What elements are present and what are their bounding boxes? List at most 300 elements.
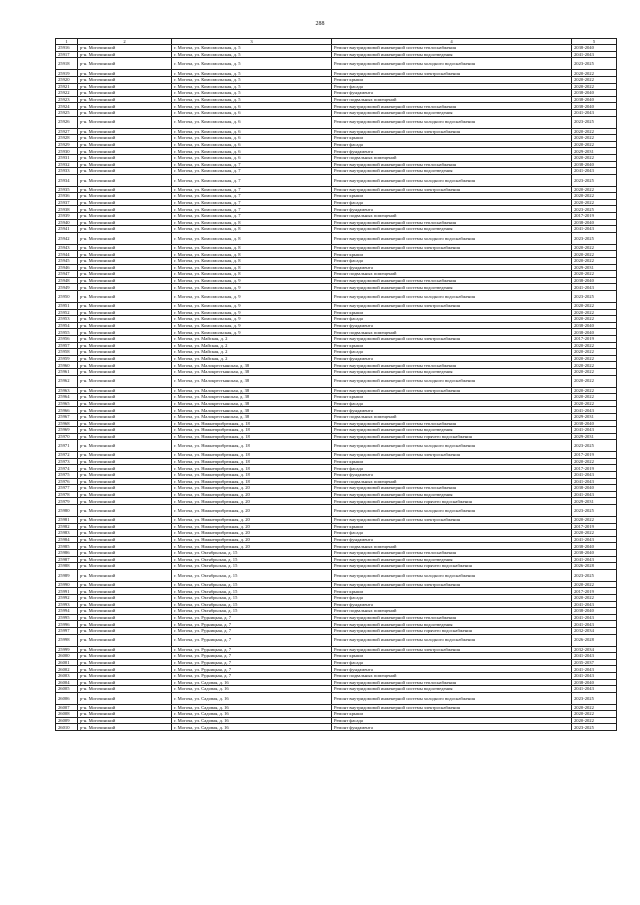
table-row	[56, 76, 617, 83]
cell-district: р-н. Могочинский	[78, 465, 172, 472]
cell-period: 2023-2025	[572, 440, 617, 452]
cell-address: г. Могоча, ул. Комсомольская, д. 8	[172, 258, 332, 265]
cell-work-type: Ремонт внутридомовой инженерной системы водоотведения	[332, 686, 572, 693]
cell-address: г. Могоча, ул. Малокрестьянская, д. 38	[172, 394, 332, 401]
cell-district: р-н. Могочинский	[78, 58, 172, 70]
table-row	[56, 103, 617, 110]
cell-id: 25976	[56, 478, 78, 485]
cell-period: 2023-2025	[572, 724, 617, 731]
cell-work-type: Ремонт фундамента	[332, 322, 572, 329]
cell-work-type: Ремонт фасада	[332, 199, 572, 206]
cell-period: 2041-2043	[572, 407, 617, 414]
cell-id: 25975	[56, 472, 78, 479]
table-row	[56, 83, 617, 90]
cell-id: 25966	[56, 407, 78, 414]
cell-id: 25938	[56, 206, 78, 213]
cell-work-type: Ремонт внутридомовой инженерной системы холодного водоснабжения	[332, 174, 572, 186]
cell-work-type: Ремонт фасада	[332, 530, 572, 537]
cell-work-type: Ремонт подвальных помещений	[332, 96, 572, 103]
cell-period: 2023-2025	[572, 116, 617, 128]
cell-period: 2020-2022	[572, 717, 617, 724]
cell-period: 2041-2043	[572, 536, 617, 543]
cell-address: г. Могоча, ул. Садовая, д. 16	[172, 711, 332, 718]
cell-address: г. Могоча, ул. Садовая, д. 16	[172, 704, 332, 711]
cell-work-type: Ремонт крыши	[332, 588, 572, 595]
cell-id: 25991	[56, 588, 78, 595]
cell-district: р-н. Могочинский	[78, 174, 172, 186]
cell-period: 2020-2022	[572, 387, 617, 394]
table-row	[56, 226, 617, 233]
cell-id: 25986	[56, 550, 78, 557]
cell-id: 25954	[56, 322, 78, 329]
cell-work-type: Ремонт внутридомовой инженерной системы водоотведения	[332, 368, 572, 375]
cell-work-type: Ремонт внутридомовой инженерной системы электроснабжения	[332, 70, 572, 77]
cell-address: г. Могоча, ул. Комсомольская, д. 8	[172, 264, 332, 271]
cell-period: 2038-2040	[572, 219, 617, 226]
cell-work-type: Ремонт фундамента	[332, 90, 572, 97]
table-row	[56, 478, 617, 485]
cell-id: 25985	[56, 543, 78, 550]
cell-address: г. Могоча, ул. Нижнеприбрежная, д. 18	[172, 458, 332, 465]
cell-id: 26006	[56, 692, 78, 704]
cell-district: р-н. Могочинский	[78, 505, 172, 517]
cell-work-type: Ремонт подвальных помещений	[332, 413, 572, 420]
table-body	[56, 45, 617, 731]
cell-district: р-н. Могочинский	[78, 148, 172, 155]
cell-period: 2020-2022	[572, 258, 617, 265]
cell-id: 25920	[56, 76, 78, 83]
cell-address: г. Могоча, ул. Нижнеприбрежная, д. 20	[172, 517, 332, 524]
column-header: 5	[572, 39, 617, 45]
cell-district: р-н. Могочинский	[78, 634, 172, 646]
cell-id: 25917	[56, 51, 78, 58]
cell-period: 2017-2019	[572, 335, 617, 342]
cell-district: р-н. Могочинский	[78, 452, 172, 459]
table-row	[56, 128, 617, 135]
cell-id: 25936	[56, 193, 78, 200]
cell-id: 25980	[56, 505, 78, 517]
cell-id: 25993	[56, 601, 78, 608]
cell-work-type: Ремонт внутридомовой инженерной системы электроснабжения	[332, 452, 572, 459]
cell-period: 2029-2031	[572, 148, 617, 155]
cell-work-type: Ремонт внутридомовой инженерной системы горячего водоснабжения	[332, 563, 572, 570]
cell-address: г. Могоча, ул. Комсомольская, д. 8	[172, 271, 332, 278]
cell-period: 2038-2040	[572, 90, 617, 97]
cell-work-type: Ремонт фасада	[332, 717, 572, 724]
cell-district: р-н. Могочинский	[78, 427, 172, 434]
cell-id: 25982	[56, 523, 78, 530]
cell-district: р-н. Могочинский	[78, 309, 172, 316]
table-row	[56, 704, 617, 711]
column-header: 1	[56, 39, 78, 45]
cell-address: г. Могоча, ул. Комсомольская, д. 6	[172, 103, 332, 110]
cell-id: 25997	[56, 627, 78, 634]
table-row	[56, 309, 617, 316]
cell-work-type: Ремонт подвальных помещений	[332, 672, 572, 679]
cell-address: г. Могоча, ул. Нижнеприбрежная, д. 20	[172, 523, 332, 530]
cell-id: 25942	[56, 232, 78, 244]
cell-work-type: Ремонт подвальных помещений	[332, 213, 572, 220]
cell-district: р-н. Могочинский	[78, 316, 172, 323]
cell-district: р-н. Могочинский	[78, 83, 172, 90]
cell-district: р-н. Могочинский	[78, 251, 172, 258]
cell-district: р-н. Могочинский	[78, 608, 172, 615]
cell-work-type: Ремонт внутридомовой инженерной системы теплоснабжения	[332, 45, 572, 52]
cell-work-type: Ремонт внутридомовой инженерной системы теплоснабжения	[332, 550, 572, 557]
cell-address: г. Могоча, ул. Комсомольская, д. 9	[172, 303, 332, 310]
cell-district: р-н. Могочинский	[78, 161, 172, 168]
cell-district: р-н. Могочинский	[78, 472, 172, 479]
cell-period: 2020-2022	[572, 581, 617, 588]
cell-work-type: Ремонт внутридомовой инженерной системы теплоснабжения	[332, 277, 572, 284]
cell-period: 2038-2040	[572, 103, 617, 110]
cell-work-type: Ремонт крыши	[332, 76, 572, 83]
cell-work-type: Ремонт крыши	[332, 251, 572, 258]
cell-id: 25969	[56, 427, 78, 434]
cell-district: р-н. Могочинский	[78, 342, 172, 349]
cell-district: р-н. Могочинский	[78, 109, 172, 116]
cell-id: 25990	[56, 581, 78, 588]
cell-period: 2020-2022	[572, 394, 617, 401]
table-row	[56, 394, 617, 401]
cell-address: г. Могоча, ул. Садовая, д. 16	[172, 717, 332, 724]
table-row	[56, 186, 617, 193]
repair-schedule-table	[55, 38, 617, 731]
cell-address: г. Могоча, ул. Комсомольская, д. 5	[172, 58, 332, 70]
cell-work-type: Ремонт крыши	[332, 342, 572, 349]
cell-id: 25916	[56, 45, 78, 52]
cell-id: 25958	[56, 349, 78, 356]
cell-period: 2023-2025	[572, 291, 617, 303]
cell-period: 2038-2040	[572, 679, 617, 686]
cell-address: г. Могоча, ул. Нижнеприбрежная, д. 20	[172, 498, 332, 505]
cell-id: 25965	[56, 400, 78, 407]
cell-work-type: Ремонт фундамента	[332, 148, 572, 155]
cell-address: г. Могоча, ул. Комсомольская, д. 6	[172, 128, 332, 135]
cell-address: г. Могоча, ул. Комсомольская, д. 6	[172, 148, 332, 155]
cell-work-type: Ремонт внутридомовой инженерной системы электроснабжения	[332, 387, 572, 394]
cell-id: 25950	[56, 291, 78, 303]
cell-district: р-н. Могочинский	[78, 244, 172, 251]
cell-period: 2038-2040	[572, 277, 617, 284]
cell-work-type: Ремонт внутридомовой инженерной системы водоотведения	[332, 491, 572, 498]
table-row	[56, 458, 617, 465]
cell-district: р-н. Могочинский	[78, 536, 172, 543]
cell-period: 2038-2040	[572, 543, 617, 550]
table-row	[56, 517, 617, 524]
cell-id: 25952	[56, 309, 78, 316]
table-row	[56, 109, 617, 116]
cell-district: р-н. Могочинский	[78, 458, 172, 465]
table-row	[56, 362, 617, 369]
cell-period: 2020-2022	[572, 594, 617, 601]
cell-id: 25940	[56, 219, 78, 226]
cell-period: 2041-2043	[572, 666, 617, 673]
cell-work-type: Ремонт внутридомовой инженерной системы электроснабжения	[332, 186, 572, 193]
cell-period: 2020-2022	[572, 70, 617, 77]
table-row	[56, 679, 617, 686]
cell-period: 2020-2022	[572, 186, 617, 193]
cell-period: 2017-2019	[572, 588, 617, 595]
cell-address: г. Могоча, ул. Рудницкая, д. 7	[172, 672, 332, 679]
cell-period: 2038-2040	[572, 161, 617, 168]
cell-address: г. Могоча, ул. Октябрьская, д. 15	[172, 601, 332, 608]
cell-period: 2020-2022	[572, 517, 617, 524]
cell-work-type: Ремонт внутридомовой инженерной системы водоотведения	[332, 284, 572, 291]
table-row	[56, 686, 617, 693]
table-row	[56, 45, 617, 52]
cell-district: р-н. Могочинский	[78, 116, 172, 128]
table-row	[56, 569, 617, 581]
cell-work-type: Ремонт внутридомовой инженерной системы водоотведения	[332, 109, 572, 116]
cell-work-type: Ремонт внутридомовой инженерной системы холодного водоснабжения	[332, 291, 572, 303]
cell-id: 25999	[56, 646, 78, 653]
cell-work-type: Ремонт внутридомовой инженерной системы водоотведения	[332, 51, 572, 58]
cell-id: 25956	[56, 335, 78, 342]
cell-id: 25931	[56, 154, 78, 161]
cell-district: р-н. Могочинский	[78, 96, 172, 103]
table-row	[56, 135, 617, 142]
cell-address: г. Могоча, ул. Малокрестьянская, д. 38	[172, 387, 332, 394]
cell-work-type: Ремонт крыши	[332, 711, 572, 718]
table-row	[56, 355, 617, 362]
cell-work-type: Ремонт внутридомовой инженерной системы водоотведения	[332, 168, 572, 175]
cell-work-type: Ремонт внутридомовой инженерной системы холодного водоснабжения	[332, 232, 572, 244]
cell-id: 25994	[56, 608, 78, 615]
cell-period: 2020-2022	[572, 303, 617, 310]
cell-address: г. Могоча, ул. Рудницкая, д. 7	[172, 621, 332, 628]
table-row	[56, 505, 617, 517]
cell-address: г. Могоча, ул. Рудницкая, д. 7	[172, 646, 332, 653]
cell-period: 2038-2040	[572, 329, 617, 336]
cell-period: 2020-2022	[572, 128, 617, 135]
table-row	[56, 433, 617, 440]
cell-address: г. Могоча, ул. Октябрьская, д. 15	[172, 608, 332, 615]
cell-address: г. Могоча, ул. Октябрьская, д. 15	[172, 569, 332, 581]
cell-id: 25960	[56, 362, 78, 369]
cell-address: г. Могоча, ул. Комсомольская, д. 9	[172, 277, 332, 284]
table-row	[56, 342, 617, 349]
cell-district: р-н. Могочинский	[78, 440, 172, 452]
table-row	[56, 563, 617, 570]
cell-id: 25992	[56, 594, 78, 601]
cell-id: 25937	[56, 199, 78, 206]
cell-period: 2020-2022	[572, 316, 617, 323]
cell-period: 2023-2025	[572, 232, 617, 244]
cell-id: 25959	[56, 355, 78, 362]
cell-work-type: Ремонт внутридомовой инженерной системы холодного водоснабжения	[332, 505, 572, 517]
cell-district: р-н. Могочинский	[78, 284, 172, 291]
cell-address: г. Могоча, ул. Нижнеприбрежная, д. 20	[172, 491, 332, 498]
table-row	[56, 692, 617, 704]
cell-period: 2029-2031	[572, 433, 617, 440]
cell-district: р-н. Могочинский	[78, 232, 172, 244]
cell-period: 2041-2043	[572, 109, 617, 116]
cell-district: р-н. Могочинский	[78, 550, 172, 557]
cell-id: 25977	[56, 485, 78, 492]
table-row	[56, 666, 617, 673]
table-row	[56, 420, 617, 427]
table-row	[56, 148, 617, 155]
cell-address: г. Могоча, ул. Комсомольская, д. 6	[172, 135, 332, 142]
cell-id: 25974	[56, 465, 78, 472]
cell-work-type: Ремонт фасада	[332, 659, 572, 666]
table-row	[56, 284, 617, 291]
cell-address: г. Могоча, ул. Майская, д. 2	[172, 355, 332, 362]
cell-work-type: Ремонт подвальных помещений	[332, 154, 572, 161]
cell-id: 25928	[56, 135, 78, 142]
cell-work-type: Ремонт внутридомовой инженерной системы холодного водоснабжения	[332, 440, 572, 452]
cell-id: 25973	[56, 458, 78, 465]
cell-id: 26003	[56, 672, 78, 679]
cell-work-type: Ремонт внутридомовой инженерной системы холодного водоснабжения	[332, 116, 572, 128]
cell-id: 25995	[56, 614, 78, 621]
cell-work-type: Ремонт фундамента	[332, 407, 572, 414]
cell-period: 2038-2040	[572, 45, 617, 52]
cell-district: р-н. Могочинский	[78, 400, 172, 407]
table-row	[56, 672, 617, 679]
cell-address: г. Могоча, ул. Комсомольская, д. 7	[172, 206, 332, 213]
cell-address: г. Могоча, ул. Нижнеприбрежная, д. 18	[172, 433, 332, 440]
cell-id: 25946	[56, 264, 78, 271]
cell-district: р-н. Могочинский	[78, 672, 172, 679]
cell-district: р-н. Могочинский	[78, 627, 172, 634]
table-row	[56, 154, 617, 161]
cell-id: 25998	[56, 634, 78, 646]
table-row	[56, 264, 617, 271]
cell-district: р-н. Могочинский	[78, 141, 172, 148]
cell-id: 25939	[56, 213, 78, 220]
cell-id: 26000	[56, 653, 78, 660]
cell-id: 25989	[56, 569, 78, 581]
column-header: 3	[172, 39, 332, 45]
cell-address: г. Могоча, ул. Нижнеприбрежная, д. 20	[172, 536, 332, 543]
table-row	[56, 621, 617, 628]
cell-work-type: Ремонт фундамента	[332, 264, 572, 271]
cell-period: 2020-2022	[572, 271, 617, 278]
table-row	[56, 485, 617, 492]
cell-id: 25964	[56, 394, 78, 401]
cell-district: р-н. Могочинский	[78, 70, 172, 77]
cell-period: 2020-2022	[572, 83, 617, 90]
cell-address: г. Могоча, ул. Комсомольская, д. 9	[172, 329, 332, 336]
cell-period: 2020-2022	[572, 251, 617, 258]
cell-id: 25927	[56, 128, 78, 135]
cell-period: 2023-2025	[572, 569, 617, 581]
table-row	[56, 601, 617, 608]
cell-id: 25930	[56, 148, 78, 155]
cell-address: г. Могоча, ул. Комсомольская, д. 9	[172, 316, 332, 323]
cell-district: р-н. Могочинский	[78, 413, 172, 420]
cell-address: г. Могоча, ул. Малокрестьянская, д. 38	[172, 362, 332, 369]
cell-id: 26008	[56, 711, 78, 718]
cell-period: 2017-2019	[572, 452, 617, 459]
table-row	[56, 141, 617, 148]
cell-work-type: Ремонт подвальных помещений	[332, 478, 572, 485]
cell-address: г. Могоча, ул. Комсомольская, д. 5	[172, 70, 332, 77]
cell-id: 25934	[56, 174, 78, 186]
cell-district: р-н. Могочинский	[78, 679, 172, 686]
cell-id: 25933	[56, 168, 78, 175]
cell-period: 2020-2022	[572, 154, 617, 161]
cell-work-type: Ремонт внутридомовой инженерной системы холодного водоснабжения	[332, 375, 572, 387]
cell-id: 25947	[56, 271, 78, 278]
cell-district: р-н. Могочинский	[78, 277, 172, 284]
cell-district: р-н. Могочинский	[78, 186, 172, 193]
cell-address: г. Могоча, ул. Майская, д. 2	[172, 349, 332, 356]
table-row	[56, 291, 617, 303]
cell-period: 2023-2025	[572, 206, 617, 213]
cell-district: р-н. Могочинский	[78, 45, 172, 52]
cell-id: 25953	[56, 316, 78, 323]
cell-work-type: Ремонт внутридомовой инженерной системы теплоснабжения	[332, 679, 572, 686]
cell-period: 2023-2025	[572, 174, 617, 186]
cell-id: 25951	[56, 303, 78, 310]
cell-address: г. Могоча, ул. Садовая, д. 16	[172, 724, 332, 731]
cell-district: р-н. Могочинский	[78, 717, 172, 724]
cell-period: 2020-2022	[572, 76, 617, 83]
cell-work-type: Ремонт фасада	[332, 258, 572, 265]
cell-district: р-н. Могочинский	[78, 322, 172, 329]
cell-id: 25945	[56, 258, 78, 265]
cell-id: 25944	[56, 251, 78, 258]
cell-work-type: Ремонт подвальных помещений	[332, 608, 572, 615]
table-row	[56, 452, 617, 459]
cell-district: р-н. Могочинский	[78, 349, 172, 356]
cell-period: 2041-2043	[572, 472, 617, 479]
table-row	[56, 465, 617, 472]
cell-work-type: Ремонт внутридомовой инженерной системы горячего водоснабжения	[332, 627, 572, 634]
table-row	[56, 498, 617, 505]
page-number: 288	[315, 21, 325, 27]
cell-address: г. Могоча, ул. Нижнеприбрежная, д. 18	[172, 427, 332, 434]
cell-id: 25957	[56, 342, 78, 349]
cell-district: р-н. Могочинский	[78, 291, 172, 303]
cell-address: г. Могоча, ул. Комсомольская, д. 9	[172, 322, 332, 329]
table-row	[56, 536, 617, 543]
cell-district: р-н. Могочинский	[78, 407, 172, 414]
cell-address: г. Могоча, ул. Комсомольская, д. 6	[172, 109, 332, 116]
cell-period: 2023-2025	[572, 58, 617, 70]
table-row	[56, 277, 617, 284]
table-row	[56, 316, 617, 323]
cell-id: 25924	[56, 103, 78, 110]
cell-period: 2020-2022	[572, 375, 617, 387]
table-row	[56, 646, 617, 653]
cell-work-type: Ремонт внутридомовой инженерной системы водоотведения	[332, 556, 572, 563]
cell-period: 2020-2022	[572, 349, 617, 356]
cell-district: р-н. Могочинский	[78, 581, 172, 588]
cell-district: р-н. Могочинский	[78, 193, 172, 200]
table-row	[56, 440, 617, 452]
table-row	[56, 58, 617, 70]
table-row	[56, 349, 617, 356]
table-row	[56, 206, 617, 213]
cell-period: 2032-2034	[572, 646, 617, 653]
table-row	[56, 90, 617, 97]
cell-address: г. Могоча, ул. Нижнеприбрежная, д. 18	[172, 478, 332, 485]
cell-address: г. Могоча, ул. Комсомольская, д. 9	[172, 309, 332, 316]
cell-id: 25971	[56, 440, 78, 452]
cell-work-type: Ремонт фасада	[332, 349, 572, 356]
cell-district: р-н. Могочинский	[78, 303, 172, 310]
cell-district: р-н. Могочинский	[78, 213, 172, 220]
table-row	[56, 556, 617, 563]
cell-address: г. Могоча, ул. Октябрьская, д. 15	[172, 550, 332, 557]
cell-address: г. Могоча, ул. Комсомольская, д. 5	[172, 51, 332, 58]
cell-district: р-н. Могочинский	[78, 569, 172, 581]
cell-period: 2038-2040	[572, 96, 617, 103]
